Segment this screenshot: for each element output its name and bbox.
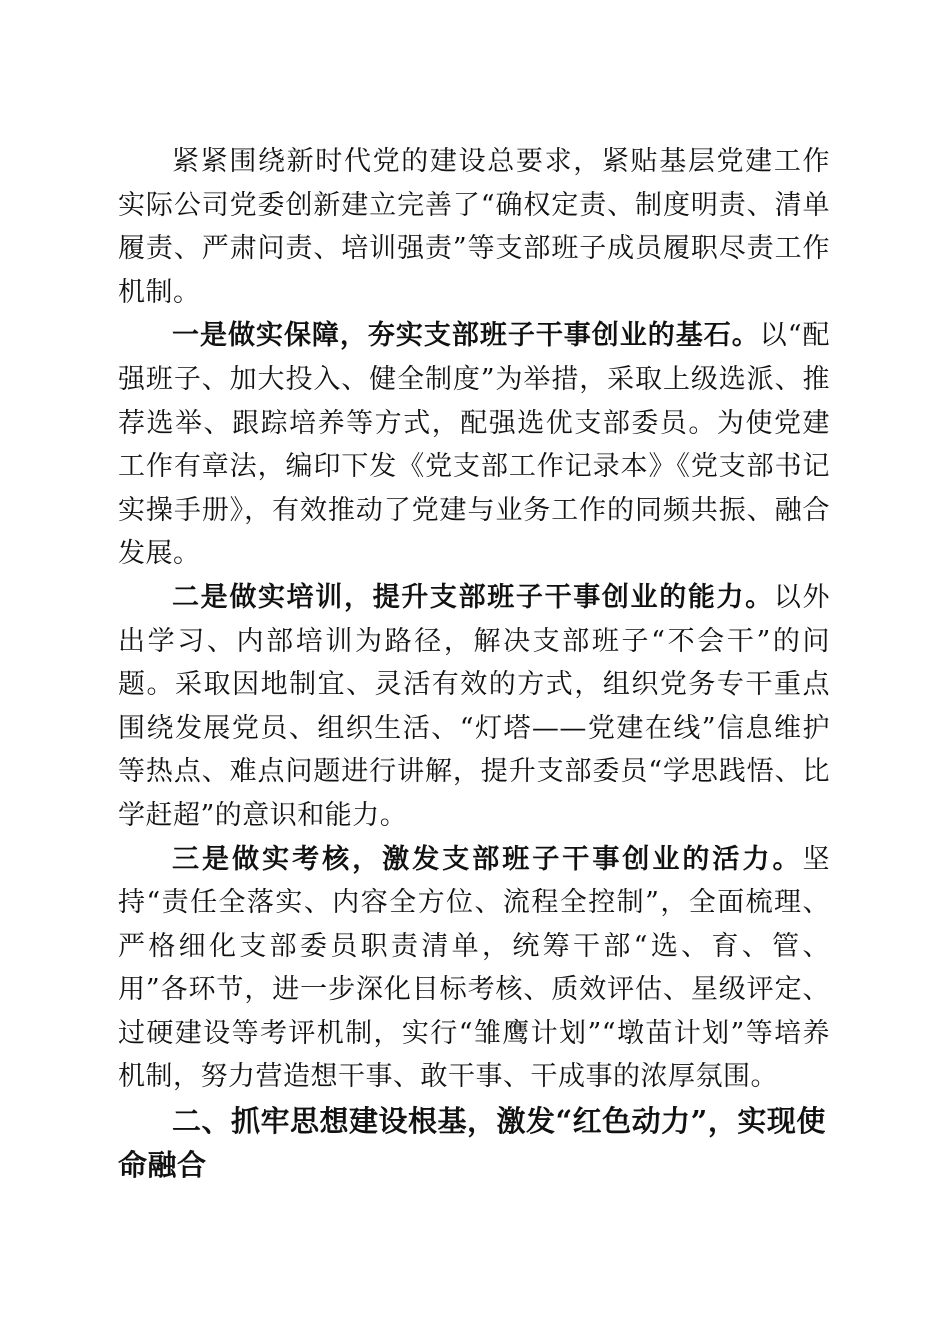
section-1-lead: 一是做实保障，夯实支部班子干事创业的基石。 bbox=[172, 320, 760, 352]
section-3-lead: 三是做实考核，激发支部班子干事创业的活力。 bbox=[172, 843, 803, 875]
intro-paragraph: 紧紧围绕新时代党的建设总要求，紧贴基层党建工作实际公司党委创新建立完善了“确权定责、制度明责、清单履责、严肃问责、培训强责”等支部班子成员履职尽责工作机制。 bbox=[118, 146, 830, 308]
section-1-body: 以“配强班子、加大投入、健全制度”为举措，采取上级选派、推荐选举、跟踪培养等方式，配强选优支部委员。为使党建工作有章法，编印下发《党支部工作记录本》《党支部书记实操手册》，有效推动了党建与业务工作的同频共振、融合发展。 bbox=[118, 320, 830, 570]
document-page bbox=[118, 140, 830, 1187]
section-2-lead: 二是做实培训，提升支部班子干事创业的能力。 bbox=[172, 581, 774, 613]
section-2-body: 以外出学习、内部培训为路径，解决支部班子“不会干”的问题。采取因地制宜、灵活有效的方式，组织党务专干重点围绕发展党员、组织生活、“灯塔——党建在线”信息维护等热点、难点问题进行讲解，提升支部委员“学思践悟、比学赶超”的意识和能力。 bbox=[118, 581, 831, 831]
section-3-paragraph bbox=[118, 838, 830, 1100]
section-heading: 二、抓牢思想建设根基，激发“红色动力”，实现使命融合 bbox=[118, 1104, 826, 1183]
section-1-paragraph bbox=[118, 314, 830, 576]
section-3-body: 坚持“责任全落实、内容全方位、流程全控制”，全面梳理、严格细化支部委员职责清单，统筹干部“选、育、管、用”各环节，进一步深化目标考核、质效评估、星级评定、过硬建设等考评机制，实行“雏鹰计划”“墩苗计划”等培养机制，努力营造想干事、敢干事、干成事的浓厚氛围。 bbox=[118, 843, 830, 1093]
section-2-paragraph bbox=[118, 576, 830, 838]
